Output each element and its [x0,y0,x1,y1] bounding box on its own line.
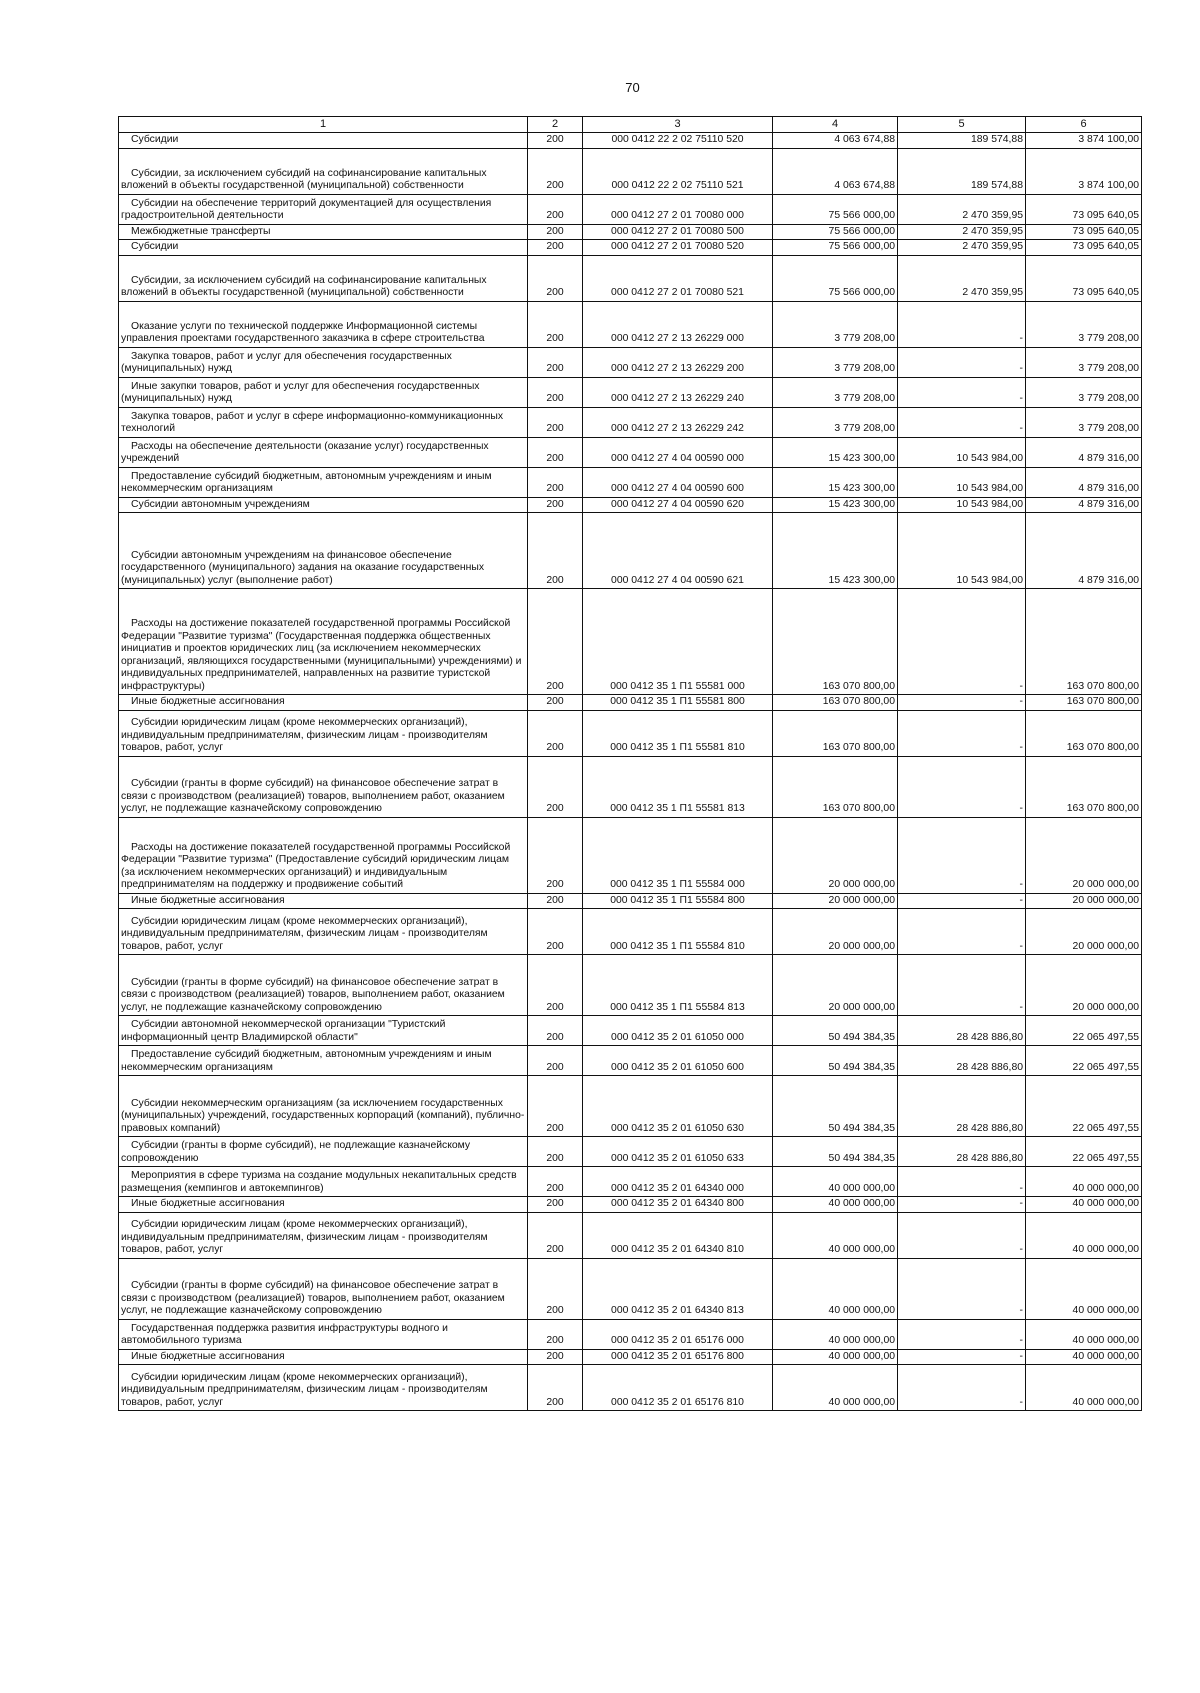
admin-code-cell: 200 [528,1349,583,1364]
approved-amount-cell: 75 566 000,00 [773,194,898,224]
admin-code-cell: 200 [528,1365,583,1411]
table-row [119,1212,1142,1258]
approved-amount-cell: 163 070 800,00 [773,589,898,695]
budget-code-cell: 000 0412 35 1 П1 55581 813 [583,756,773,817]
row-name-cell: Расходы на достижение показателей государственной программы Российской Федерации "Развитие туризма" (Предоставление субсидий юридическим лицам (за исключением некоммерческих организаций) и индивидуальным предпринимателям на поддержку и продвижение событий [119,817,528,893]
remaining-amount-cell: 163 070 800,00 [1026,589,1142,695]
admin-code-cell: 200 [528,255,583,301]
approved-amount-cell: 75 566 000,00 [773,255,898,301]
table-row [119,148,1142,194]
table-row [119,817,1142,893]
table-row [119,1076,1142,1137]
executed-amount-cell: 2 470 359,95 [898,224,1026,239]
table-row [119,377,1142,407]
table-row [119,1167,1142,1197]
budget-code-cell: 000 0412 27 2 13 26229 240 [583,377,773,407]
row-name-cell: Субсидии на обеспечение территорий документацией для осуществления градостроительной деятельности [119,194,528,224]
remaining-amount-cell: 73 095 640,05 [1026,224,1142,239]
table-row [119,255,1142,301]
budget-code-cell: 000 0412 35 2 01 64340 000 [583,1167,773,1197]
admin-code-cell: 200 [528,148,583,194]
budget-code-cell: 000 0412 35 1 П1 55584 813 [583,955,773,1016]
remaining-amount-cell: 73 095 640,05 [1026,255,1142,301]
admin-code-cell: 200 [528,893,583,908]
remaining-amount-cell: 40 000 000,00 [1026,1167,1142,1197]
approved-amount-cell: 40 000 000,00 [773,1212,898,1258]
table-row [119,437,1142,467]
budget-code-cell: 000 0412 35 1 П1 55581 800 [583,695,773,710]
approved-amount-cell: 20 000 000,00 [773,955,898,1016]
admin-code-cell: 200 [528,194,583,224]
budget-code-cell: 000 0412 27 2 01 70080 000 [583,194,773,224]
admin-code-cell: 200 [528,1212,583,1258]
executed-amount-cell: - [898,407,1026,437]
executed-amount-cell: - [898,347,1026,377]
remaining-amount-cell: 20 000 000,00 [1026,817,1142,893]
row-name-cell: Иные закупки товаров, работ и услуг для обеспечения государственных (муниципальных) нужд [119,377,528,407]
column-header: 6 [1026,117,1142,133]
table-row [119,467,1142,497]
executed-amount-cell: 10 543 984,00 [898,467,1026,497]
budget-code-cell: 000 0412 27 2 13 26229 242 [583,407,773,437]
remaining-amount-cell: 3 779 208,00 [1026,407,1142,437]
budget-code-cell: 000 0412 35 2 01 64340 810 [583,1212,773,1258]
executed-amount-cell: 2 470 359,95 [898,240,1026,255]
row-name-cell: Субсидии юридическим лицам (кроме некоммерческих организаций), индивидуальным предпринимателям, физическим лицам - производителям товаров, работ, услуг [119,710,528,756]
admin-code-cell: 200 [528,589,583,695]
table-row [119,1258,1142,1319]
admin-code-cell: 200 [528,756,583,817]
row-name-cell: Закупка товаров, работ и услуг для обеспечения государственных (муниципальных) нужд [119,347,528,377]
approved-amount-cell: 20 000 000,00 [773,893,898,908]
table-row [119,1016,1142,1046]
admin-code-cell: 200 [528,467,583,497]
admin-code-cell: 200 [528,347,583,377]
admin-code-cell: 200 [528,909,583,955]
admin-code-cell: 200 [528,817,583,893]
executed-amount-cell: - [898,893,1026,908]
row-name-cell: Субсидии, за исключением субсидий на софинансирование капитальных вложений в объекты государственной (муниципальной) собственности [119,148,528,194]
remaining-amount-cell: 40 000 000,00 [1026,1212,1142,1258]
approved-amount-cell: 3 779 208,00 [773,407,898,437]
table-row [119,347,1142,377]
approved-amount-cell: 163 070 800,00 [773,695,898,710]
admin-code-cell: 200 [528,437,583,467]
table-row [119,893,1142,908]
executed-amount-cell: - [898,710,1026,756]
budget-code-cell: 000 0412 35 1 П1 55584 800 [583,893,773,908]
table-row [119,756,1142,817]
budget-code-cell: 000 0412 35 2 01 64340 800 [583,1197,773,1212]
row-name-cell: Субсидии [119,240,528,255]
admin-code-cell: 200 [528,1319,583,1349]
approved-amount-cell: 50 494 384,35 [773,1076,898,1137]
row-name-cell: Субсидии некоммерческим организациям (за исключением государственных (муниципальных) учреждений, государственных корпораций (компаний), публично-правовых компаний) [119,1076,528,1137]
budget-code-cell: 000 0412 35 2 01 61050 600 [583,1046,773,1076]
approved-amount-cell: 4 063 674,88 [773,133,898,148]
table-row [119,710,1142,756]
table-row [119,224,1142,239]
executed-amount-cell: - [898,1167,1026,1197]
table-row [119,1319,1142,1349]
budget-code-cell: 000 0412 35 1 П1 55584 810 [583,909,773,955]
budget-code-cell: 000 0412 27 2 13 26229 200 [583,347,773,377]
approved-amount-cell: 15 423 300,00 [773,513,898,589]
table-row [119,589,1142,695]
row-name-cell: Иные бюджетные ассигнования [119,695,528,710]
row-name-cell: Субсидии [119,133,528,148]
budget-code-cell: 000 0412 27 2 01 70080 520 [583,240,773,255]
remaining-amount-cell: 22 065 497,55 [1026,1076,1142,1137]
row-name-cell: Предоставление субсидий бюджетным, автономным учреждениям и иным некоммерческим организациям [119,467,528,497]
table-row [119,133,1142,148]
admin-code-cell: 200 [528,1046,583,1076]
remaining-amount-cell: 20 000 000,00 [1026,893,1142,908]
column-header: 1 [119,117,528,133]
budget-code-cell: 000 0412 22 2 02 75110 521 [583,148,773,194]
remaining-amount-cell: 20 000 000,00 [1026,909,1142,955]
remaining-amount-cell: 163 070 800,00 [1026,695,1142,710]
table-row [119,909,1142,955]
column-number-row [119,117,1142,133]
remaining-amount-cell: 22 065 497,55 [1026,1016,1142,1046]
executed-amount-cell: 10 543 984,00 [898,497,1026,512]
executed-amount-cell: - [898,1197,1026,1212]
executed-amount-cell: - [898,1365,1026,1411]
approved-amount-cell: 163 070 800,00 [773,710,898,756]
row-name-cell: Иные бюджетные ассигнования [119,1349,528,1364]
column-header: 5 [898,117,1026,133]
executed-amount-cell: - [898,377,1026,407]
row-name-cell: Субсидии (гранты в форме субсидий) на финансовое обеспечение затрат в связи с производством (реализацией) товаров, выполнением работ, оказанием услуг, не подлежащие казначейскому сопровождению [119,955,528,1016]
executed-amount-cell: 28 428 886,80 [898,1016,1026,1046]
approved-amount-cell: 40 000 000,00 [773,1167,898,1197]
admin-code-cell: 200 [528,513,583,589]
executed-amount-cell: - [898,1319,1026,1349]
remaining-amount-cell: 40 000 000,00 [1026,1365,1142,1411]
row-name-cell: Субсидии, за исключением субсидий на софинансирование капитальных вложений в объекты государственной (муниципальной) собственности [119,255,528,301]
budget-code-cell: 000 0412 35 2 01 64340 813 [583,1258,773,1319]
remaining-amount-cell: 3 779 208,00 [1026,377,1142,407]
column-header: 3 [583,117,773,133]
row-name-cell: Субсидии юридическим лицам (кроме некоммерческих организаций), индивидуальным предпринимателям, физическим лицам - производителям товаров, работ, услуг [119,1365,528,1411]
row-name-cell: Субсидии юридическим лицам (кроме некоммерческих организаций), индивидуальным предпринимателям, физическим лицам - производителям товаров, работ, услуг [119,1212,528,1258]
budget-code-cell: 000 0412 27 4 04 00590 620 [583,497,773,512]
executed-amount-cell: - [898,756,1026,817]
budget-code-cell: 000 0412 27 4 04 00590 621 [583,513,773,589]
remaining-amount-cell: 4 879 316,00 [1026,437,1142,467]
admin-code-cell: 200 [528,377,583,407]
approved-amount-cell: 3 779 208,00 [773,301,898,347]
admin-code-cell: 200 [528,1197,583,1212]
row-name-cell: Субсидии (гранты в форме субсидий) на финансовое обеспечение затрат в связи с производством (реализацией) товаров, выполнением работ, оказанием услуг, не подлежащие казначейскому сопровождению [119,1258,528,1319]
remaining-amount-cell: 4 879 316,00 [1026,513,1142,589]
approved-amount-cell: 75 566 000,00 [773,240,898,255]
approved-amount-cell: 15 423 300,00 [773,467,898,497]
budget-code-cell: 000 0412 27 4 04 00590 600 [583,467,773,497]
budget-code-cell: 000 0412 35 2 01 61050 000 [583,1016,773,1046]
table-row [119,194,1142,224]
remaining-amount-cell: 3 779 208,00 [1026,347,1142,377]
executed-amount-cell: 28 428 886,80 [898,1046,1026,1076]
executed-amount-cell: 189 574,88 [898,148,1026,194]
admin-code-cell: 200 [528,955,583,1016]
budget-code-cell: 000 0412 27 4 04 00590 000 [583,437,773,467]
remaining-amount-cell: 163 070 800,00 [1026,756,1142,817]
executed-amount-cell: - [898,955,1026,1016]
table-row [119,1046,1142,1076]
approved-amount-cell: 20 000 000,00 [773,909,898,955]
approved-amount-cell: 40 000 000,00 [773,1197,898,1212]
admin-code-cell: 200 [528,407,583,437]
admin-code-cell: 200 [528,1137,583,1167]
executed-amount-cell: - [898,589,1026,695]
remaining-amount-cell: 73 095 640,05 [1026,240,1142,255]
table-row [119,301,1142,347]
executed-amount-cell: - [898,1349,1026,1364]
executed-amount-cell: 28 428 886,80 [898,1076,1026,1137]
row-name-cell: Иные бюджетные ассигнования [119,1197,528,1212]
remaining-amount-cell: 22 065 497,55 [1026,1046,1142,1076]
admin-code-cell: 200 [528,1076,583,1137]
row-name-cell: Иные бюджетные ассигнования [119,893,528,908]
approved-amount-cell: 15 423 300,00 [773,437,898,467]
approved-amount-cell: 50 494 384,35 [773,1016,898,1046]
executed-amount-cell: - [898,695,1026,710]
budget-code-cell: 000 0412 35 2 01 61050 633 [583,1137,773,1167]
remaining-amount-cell: 3 874 100,00 [1026,133,1142,148]
budget-table [118,116,1142,1411]
approved-amount-cell: 50 494 384,35 [773,1046,898,1076]
remaining-amount-cell: 4 879 316,00 [1026,467,1142,497]
approved-amount-cell: 40 000 000,00 [773,1258,898,1319]
column-header: 4 [773,117,898,133]
row-name-cell: Расходы на достижение показателей государственной программы Российской Федерации "Развитие туризма" (Государственная поддержка общественных инициатив и проектов юридических лиц (за исключением некоммерческих организаций, являющихся государственными (муниципальными) учреждениями) и индивидуальных предпринимателей, направленных на развитие туристской инфраструктуры) [119,589,528,695]
approved-amount-cell: 40 000 000,00 [773,1349,898,1364]
budget-code-cell: 000 0412 35 1 П1 55581 000 [583,589,773,695]
row-name-cell: Межбюджетные трансферты [119,224,528,239]
admin-code-cell: 200 [528,1258,583,1319]
table-row [119,1137,1142,1167]
table-row [119,695,1142,710]
remaining-amount-cell: 163 070 800,00 [1026,710,1142,756]
admin-code-cell: 200 [528,1016,583,1046]
remaining-amount-cell: 4 879 316,00 [1026,497,1142,512]
remaining-amount-cell: 22 065 497,55 [1026,1137,1142,1167]
row-name-cell: Субсидии автономным учреждениям на финансовое обеспечение государственного (муниципального) задания на оказание государственных (муниципальных) услуг (выполнение работ) [119,513,528,589]
admin-code-cell: 200 [528,240,583,255]
approved-amount-cell: 20 000 000,00 [773,817,898,893]
remaining-amount-cell: 40 000 000,00 [1026,1319,1142,1349]
approved-amount-cell: 50 494 384,35 [773,1137,898,1167]
budget-code-cell: 000 0412 27 2 01 70080 500 [583,224,773,239]
admin-code-cell: 200 [528,301,583,347]
remaining-amount-cell: 40 000 000,00 [1026,1258,1142,1319]
page-number: 70 [625,80,640,95]
admin-code-cell: 200 [528,497,583,512]
executed-amount-cell: 2 470 359,95 [898,255,1026,301]
column-header: 2 [528,117,583,133]
row-name-cell: Субсидии (гранты в форме субсидий) на финансовое обеспечение затрат в связи с производством (реализацией) товаров, выполнением работ, оказанием услуг, не подлежащие казначейскому сопровождению [119,756,528,817]
executed-amount-cell: 2 470 359,95 [898,194,1026,224]
admin-code-cell: 200 [528,1167,583,1197]
budget-code-cell: 000 0412 27 2 01 70080 521 [583,255,773,301]
row-name-cell: Расходы на обеспечение деятельности (оказание услуг) государственных учреждений [119,437,528,467]
executed-amount-cell: - [898,909,1026,955]
executed-amount-cell: 10 543 984,00 [898,513,1026,589]
approved-amount-cell: 163 070 800,00 [773,756,898,817]
admin-code-cell: 200 [528,695,583,710]
approved-amount-cell: 15 423 300,00 [773,497,898,512]
row-name-cell: Предоставление субсидий бюджетным, автономным учреждениям и иным некоммерческим организациям [119,1046,528,1076]
budget-code-cell: 000 0412 22 2 02 75110 520 [583,133,773,148]
approved-amount-cell: 40 000 000,00 [773,1365,898,1411]
row-name-cell: Субсидии (гранты в форме субсидий), не подлежащие казначейскому сопровождению [119,1137,528,1167]
row-name-cell: Субсидии юридическим лицам (кроме некоммерческих организаций), индивидуальным предпринимателям, физическим лицам - производителям товаров, работ, услуг [119,909,528,955]
budget-code-cell: 000 0412 35 1 П1 55584 000 [583,817,773,893]
admin-code-cell: 200 [528,133,583,148]
executed-amount-cell: - [898,1258,1026,1319]
budget-code-cell: 000 0412 35 2 01 65176 810 [583,1365,773,1411]
row-name-cell: Мероприятия в сфере туризма на создание модульных некапитальных средств размещения (кемпингов и автокемпингов) [119,1167,528,1197]
budget-code-cell: 000 0412 35 1 П1 55581 810 [583,710,773,756]
remaining-amount-cell: 20 000 000,00 [1026,955,1142,1016]
approved-amount-cell: 3 779 208,00 [773,347,898,377]
row-name-cell: Государственная поддержка развития инфраструктуры водного и автомобильного туризма [119,1319,528,1349]
remaining-amount-cell: 3 874 100,00 [1026,148,1142,194]
table-row [119,513,1142,589]
admin-code-cell: 200 [528,710,583,756]
budget-code-cell: 000 0412 35 2 01 65176 800 [583,1349,773,1364]
table-row [119,1197,1142,1212]
executed-amount-cell: 10 543 984,00 [898,437,1026,467]
table-row [119,407,1142,437]
table-row [119,955,1142,1016]
table-row [119,497,1142,512]
budget-code-cell: 000 0412 35 2 01 61050 630 [583,1076,773,1137]
executed-amount-cell: - [898,1212,1026,1258]
budget-code-cell: 000 0412 35 2 01 65176 000 [583,1319,773,1349]
approved-amount-cell: 75 566 000,00 [773,224,898,239]
executed-amount-cell: - [898,301,1026,347]
row-name-cell: Субсидии автономным учреждениям [119,497,528,512]
remaining-amount-cell: 3 779 208,00 [1026,301,1142,347]
budget-code-cell: 000 0412 27 2 13 26229 000 [583,301,773,347]
executed-amount-cell: 28 428 886,80 [898,1137,1026,1167]
row-name-cell: Субсидии автономной некоммерческой организации "Туристский информационный центр Владимирской области" [119,1016,528,1046]
executed-amount-cell: - [898,817,1026,893]
table-row [119,1349,1142,1364]
remaining-amount-cell: 73 095 640,05 [1026,194,1142,224]
admin-code-cell: 200 [528,224,583,239]
remaining-amount-cell: 40 000 000,00 [1026,1197,1142,1212]
table-row [119,240,1142,255]
approved-amount-cell: 40 000 000,00 [773,1319,898,1349]
row-name-cell: Закупка товаров, работ и услуг в сфере информационно-коммуникационных технологий [119,407,528,437]
table-row [119,1365,1142,1411]
row-name-cell: Оказание услуги по технической поддержке Информационной системы управления проектами государственного заказчика в сфере строительства [119,301,528,347]
approved-amount-cell: 4 063 674,88 [773,148,898,194]
remaining-amount-cell: 40 000 000,00 [1026,1349,1142,1364]
approved-amount-cell: 3 779 208,00 [773,377,898,407]
executed-amount-cell: 189 574,88 [898,133,1026,148]
